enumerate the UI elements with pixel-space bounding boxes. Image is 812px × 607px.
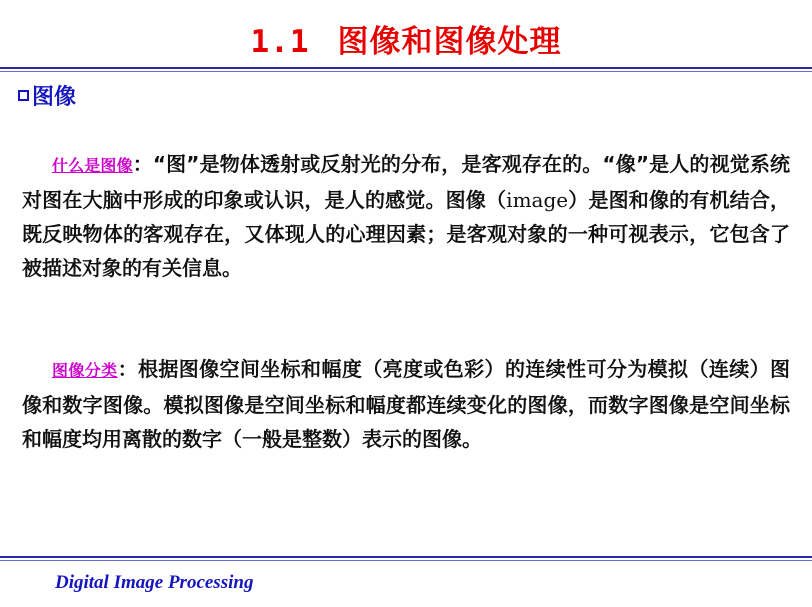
top-rule (0, 67, 812, 69)
bottom-rule-thin (0, 560, 812, 561)
title-number: 1.1 (250, 24, 310, 60)
definition-latin-word: image (506, 188, 569, 212)
classification-paragraph (22, 352, 790, 456)
section-heading-text: 图像 (32, 85, 77, 110)
top-rule-thin (0, 71, 812, 72)
definition-term-separator: ： (132, 152, 153, 176)
classification-term: 图像分类 (52, 361, 118, 380)
square-bullet-icon (18, 90, 29, 101)
title-text: 图像和图像处理 (337, 24, 562, 60)
classification-text: 根据图像空间坐标和幅度（亮度或色彩）的连续性可分为模拟（连续）图像和数字图像。模拟图像是空间坐标和幅度都连续变化的图像，而数字图像是空间坐标和幅度均用离散的数字（一般是整数）表示的图像。 (22, 357, 790, 451)
footer-text: Digital Image Processing (55, 572, 254, 593)
definition-paragraph (22, 147, 790, 285)
definition-term: 什么是图像 (52, 156, 133, 175)
classification-term-separator: ： (117, 357, 138, 381)
definition-text-part1: “图”是物体透射或反射光的分布，是客观存在的。“像”是人的视觉系统对图在大脑中形成的印象或认识，是人的感觉。图像（ (22, 152, 791, 212)
slide-title (0, 16, 812, 61)
definition-text-part2: ）是图和像的有机结合，既反映物体的客观存在，又体现人的心理因素；是客观对象的一种可视表示，它包含了被描述对象的有关信息。 (22, 188, 791, 280)
bottom-rule (0, 556, 812, 558)
section-heading (18, 80, 76, 111)
